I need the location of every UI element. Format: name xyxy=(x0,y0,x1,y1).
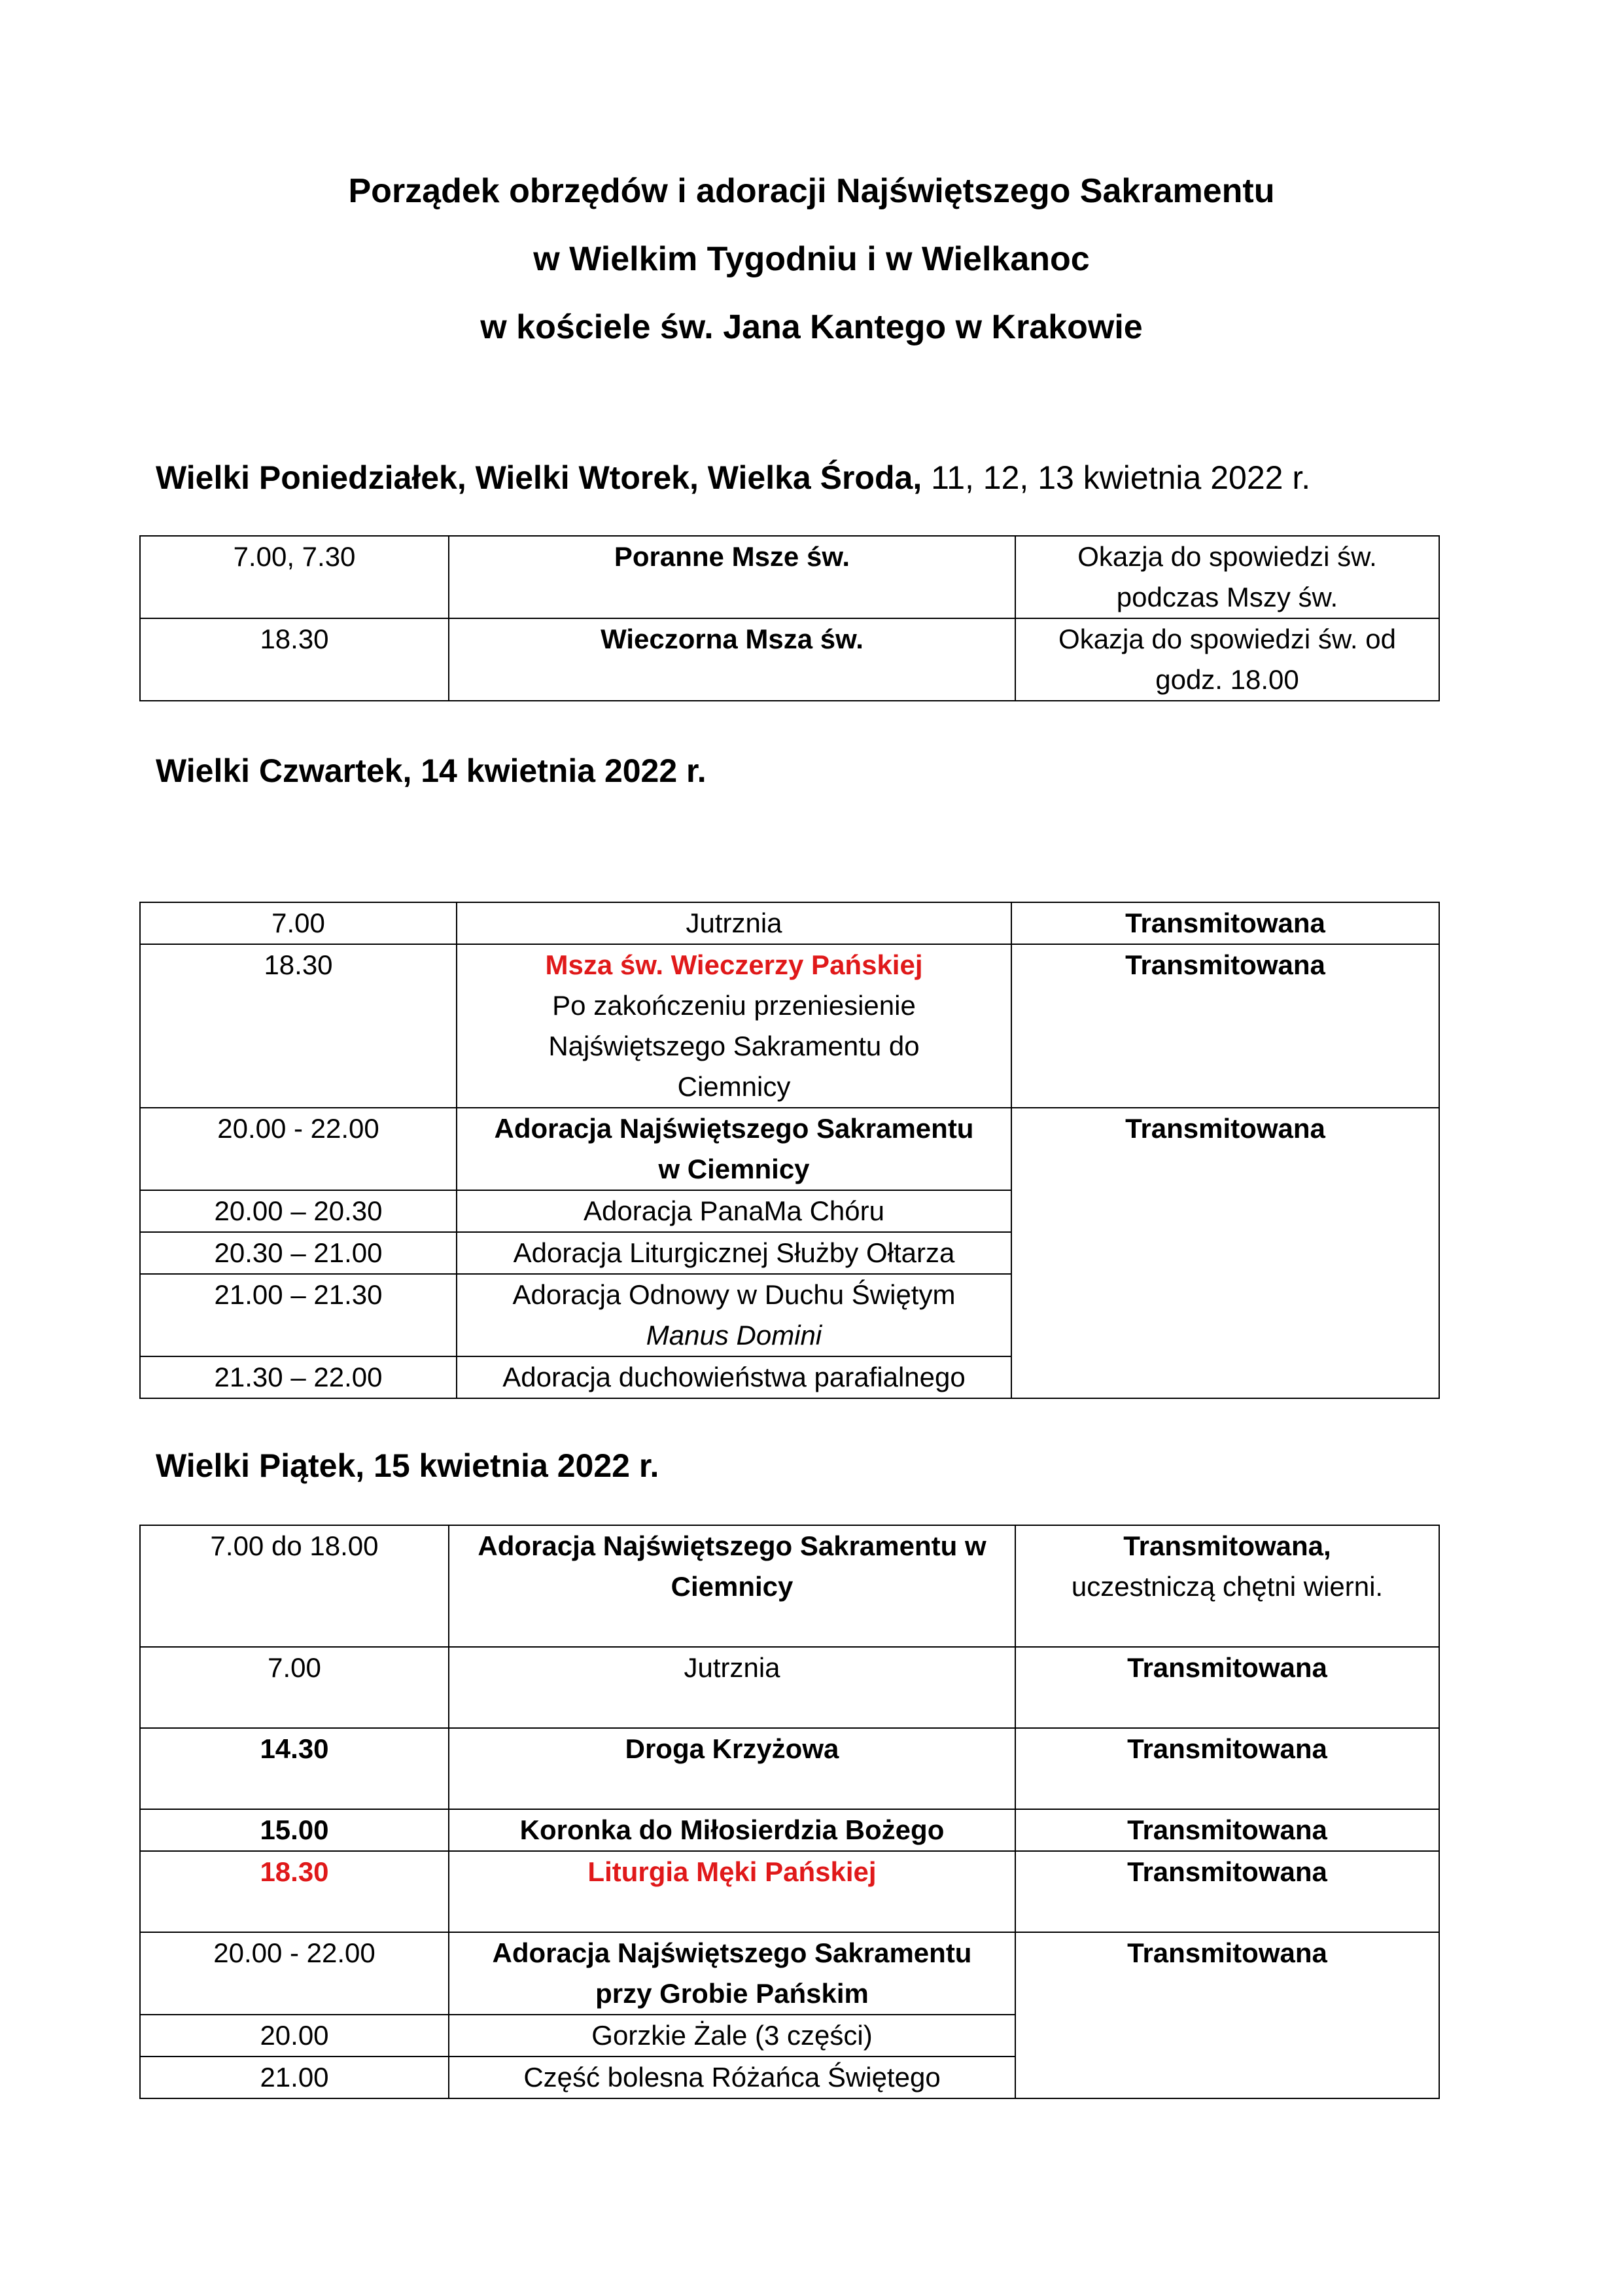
note-cell xyxy=(1015,618,1439,701)
time-cell: 18.30 xyxy=(140,944,457,1108)
time-cell: 20.00 – 20.30 xyxy=(140,1190,457,1232)
time-cell: 7.00, 7.30 xyxy=(140,536,449,618)
table-row xyxy=(140,944,1439,1108)
event-line-highlight: Msza św. Wieczerzy Pańskiej xyxy=(545,949,923,980)
event-line: Adoracja Najświętszego Sakramentu xyxy=(492,1937,972,1968)
time-cell: 7.00 xyxy=(140,1647,449,1728)
note-cell: Transmitowana xyxy=(1011,902,1439,944)
event-cell xyxy=(457,1108,1011,1190)
event-line: Adoracja Odnowy w Duchu Świętym xyxy=(512,1279,956,1310)
time-cell: 7.00 do 18.00 xyxy=(140,1525,449,1647)
note-cell: Transmitowana xyxy=(1011,944,1439,1108)
event-cell: Adoracja Liturgicznej Służby Ołtarza xyxy=(457,1232,1011,1274)
event-line: Adoracja Najświętszego Sakramentu xyxy=(494,1113,974,1144)
schedule-table-good-friday xyxy=(139,1525,1440,2099)
table-row xyxy=(140,536,1439,618)
time-cell: 14.30 xyxy=(140,1728,449,1809)
event-line: Ciemnicy xyxy=(671,1571,794,1602)
schedule-table-holy-thursday xyxy=(139,902,1440,1399)
event-cell: Wieczorna Msza św. xyxy=(449,618,1015,701)
event-line: przy Grobie Pańskim xyxy=(595,1978,869,2009)
note-cell: Transmitowana xyxy=(1011,1108,1439,1398)
event-line-italic: Manus Domini xyxy=(646,1320,822,1351)
section-heading-good-friday: Wielki Piątek, 15 kwietnia 2022 r. xyxy=(156,1447,659,1484)
event-line: Najświętszego Sakramentu do xyxy=(548,1031,920,1061)
table-row xyxy=(140,1932,1439,2015)
event-cell xyxy=(457,1274,1011,1356)
event-cell xyxy=(457,944,1011,1108)
note-line: Okazja do spowiedzi św. od xyxy=(1058,624,1396,654)
time-cell: 21.00 – 21.30 xyxy=(140,1274,457,1356)
event-cell: Część bolesna Różańca Świętego xyxy=(449,2057,1015,2098)
document-title xyxy=(0,157,1623,361)
note-cell: Transmitowana xyxy=(1015,1932,1439,2098)
event-cell: Adoracja duchowieństwa parafialnego xyxy=(457,1356,1011,1398)
event-cell: Jutrznia xyxy=(457,902,1011,944)
heading-bold-part: Wielki Poniedziałek, Wielki Wtorek, Wielka Środa, xyxy=(156,459,922,496)
event-line: w Ciemnicy xyxy=(658,1154,810,1184)
event-cell: Liturgia Męki Pańskiej xyxy=(449,1851,1015,1932)
table-row xyxy=(140,1728,1439,1809)
event-cell: Jutrznia xyxy=(449,1647,1015,1728)
event-line: Adoracja Najświętszego Sakramentu w xyxy=(478,1530,986,1561)
title-line-2: w Wielkim Tygodniu i w Wielkanoc xyxy=(533,240,1090,278)
event-line: Ciemnicy xyxy=(677,1071,791,1102)
schedule-table-holy-mon-wed xyxy=(139,535,1440,701)
note-cell xyxy=(1015,536,1439,618)
event-cell: Adoracja PanaMa Chóru xyxy=(457,1190,1011,1232)
title-line-3: w kościele św. Jana Kantego w Krakowie xyxy=(480,308,1143,346)
event-cell xyxy=(449,1525,1015,1647)
title-line-1: Porządek obrzędów i adoracji Najświętszego Sakramentu xyxy=(348,172,1275,210)
time-cell: 20.30 – 21.00 xyxy=(140,1232,457,1274)
note-line: Okazja do spowiedzi św. xyxy=(1077,541,1377,572)
time-cell: 7.00 xyxy=(140,902,457,944)
note-line: uczestniczą chętni wierni. xyxy=(1071,1571,1384,1602)
time-cell: 21.30 – 22.00 xyxy=(140,1356,457,1398)
table-row xyxy=(140,1647,1439,1728)
heading-date-part: 11, 12, 13 kwietnia 2022 r. xyxy=(922,459,1311,496)
table-row xyxy=(140,1108,1439,1190)
time-cell: 21.00 xyxy=(140,2057,449,2098)
note-line: podczas Mszy św. xyxy=(1116,582,1338,612)
time-cell: 18.30 xyxy=(140,1851,449,1932)
table-row xyxy=(140,618,1439,701)
section-heading-holy-thursday: Wielki Czwartek, 14 kwietnia 2022 r. xyxy=(156,752,707,789)
table-row xyxy=(140,902,1439,944)
event-cell: Koronka do Miłosierdzia Bożego xyxy=(449,1809,1015,1851)
time-cell: 20.00 - 22.00 xyxy=(140,1108,457,1190)
note-cell: Transmitowana xyxy=(1015,1647,1439,1728)
section-heading-holy-mon-wed xyxy=(156,458,1310,497)
note-cell: Transmitowana xyxy=(1015,1728,1439,1809)
event-line: Po zakończeniu przeniesienie xyxy=(552,990,916,1021)
event-cell: Poranne Msze św. xyxy=(449,536,1015,618)
event-cell xyxy=(449,1932,1015,2015)
note-line: Transmitowana, xyxy=(1123,1530,1331,1561)
table-row xyxy=(140,1525,1439,1647)
time-cell: 15.00 xyxy=(140,1809,449,1851)
table-row xyxy=(140,1851,1439,1932)
event-cell: Droga Krzyżowa xyxy=(449,1728,1015,1809)
time-cell: 20.00 - 22.00 xyxy=(140,1932,449,2015)
time-cell: 18.30 xyxy=(140,618,449,701)
table-row xyxy=(140,1809,1439,1851)
event-cell: Gorzkie Żale (3 części) xyxy=(449,2015,1015,2057)
time-cell: 20.00 xyxy=(140,2015,449,2057)
note-cell: Transmitowana xyxy=(1015,1851,1439,1932)
note-cell xyxy=(1015,1525,1439,1647)
note-line: godz. 18.00 xyxy=(1155,664,1299,695)
note-cell: Transmitowana xyxy=(1015,1809,1439,1851)
